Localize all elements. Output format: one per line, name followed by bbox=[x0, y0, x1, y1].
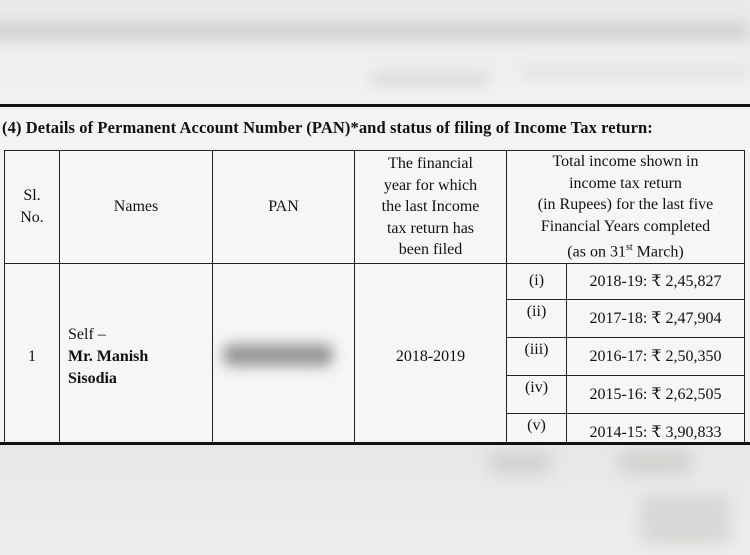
section-heading: (4) Details of Permanent Account Number (PAN)*and status of filing of Income Tax return: bbox=[2, 118, 653, 137]
income-value: 2015-16: ₹ 2,62,505 bbox=[567, 375, 745, 413]
income-index: (v) bbox=[507, 413, 567, 451]
header-income-text: (as on 31 bbox=[567, 243, 626, 261]
cell-financial-year: 2018-2019 bbox=[355, 263, 507, 451]
name-line: Sisodia bbox=[68, 370, 117, 388]
income-value: 2016-17: ₹ 2,50,350 bbox=[567, 337, 745, 375]
income-index: (iv) bbox=[507, 375, 567, 413]
top-rule bbox=[0, 104, 750, 107]
blurred-text bbox=[640, 495, 730, 545]
blurred-footer-area bbox=[0, 445, 750, 555]
blurred-text bbox=[0, 22, 750, 40]
header-income-sup: st bbox=[625, 242, 633, 253]
redacted-pan bbox=[223, 344, 333, 366]
income-value: 2018-19: ₹ 2,45,827 bbox=[567, 263, 745, 299]
header-pan: PAN bbox=[213, 151, 355, 264]
header-income-text: March) bbox=[632, 243, 684, 261]
income-value: 2014-15: ₹ 3,90,833 bbox=[567, 413, 745, 451]
income-index: (i) bbox=[507, 263, 567, 299]
header-fy-line: the last Income bbox=[381, 198, 480, 216]
header-sl-line: Sl. bbox=[23, 187, 41, 205]
header-sl-line: No. bbox=[20, 208, 44, 226]
income-value: 2017-18: ₹ 2,47,904 bbox=[567, 299, 745, 337]
header-income-line: income tax return bbox=[569, 174, 682, 192]
blurred-header-area bbox=[0, 0, 750, 104]
table-row bbox=[5, 263, 745, 299]
header-sl-no bbox=[5, 151, 60, 264]
header-total-income bbox=[507, 151, 745, 264]
header-fy-line: year for which bbox=[383, 176, 478, 194]
header-income-line: Total income shown in bbox=[552, 153, 699, 170]
blurred-text bbox=[370, 72, 490, 86]
blurred-text bbox=[490, 453, 550, 473]
cell-sl: 1 bbox=[5, 263, 60, 451]
name-line: Mr. Manish bbox=[68, 348, 149, 366]
blurred-text bbox=[620, 451, 690, 473]
header-row bbox=[5, 151, 745, 264]
header-fy-line: The financial bbox=[388, 155, 473, 173]
income-index: (ii) bbox=[507, 299, 567, 337]
header-names: Names bbox=[60, 151, 213, 264]
header-income-line: Financial Years completed bbox=[540, 217, 711, 235]
header-income-line bbox=[507, 237, 744, 263]
name-line: Self – bbox=[68, 326, 106, 344]
header-income-line: (in Rupees) for the last five bbox=[537, 196, 714, 213]
cell-pan bbox=[213, 263, 355, 451]
pan-details-table bbox=[4, 150, 745, 452]
header-financial-year bbox=[355, 151, 507, 264]
blurred-text bbox=[520, 66, 750, 78]
header-fy-line: tax return has bbox=[386, 219, 475, 237]
income-index: (iii) bbox=[507, 337, 567, 375]
header-fy-line: been filed bbox=[398, 241, 463, 259]
cell-name bbox=[60, 263, 213, 451]
